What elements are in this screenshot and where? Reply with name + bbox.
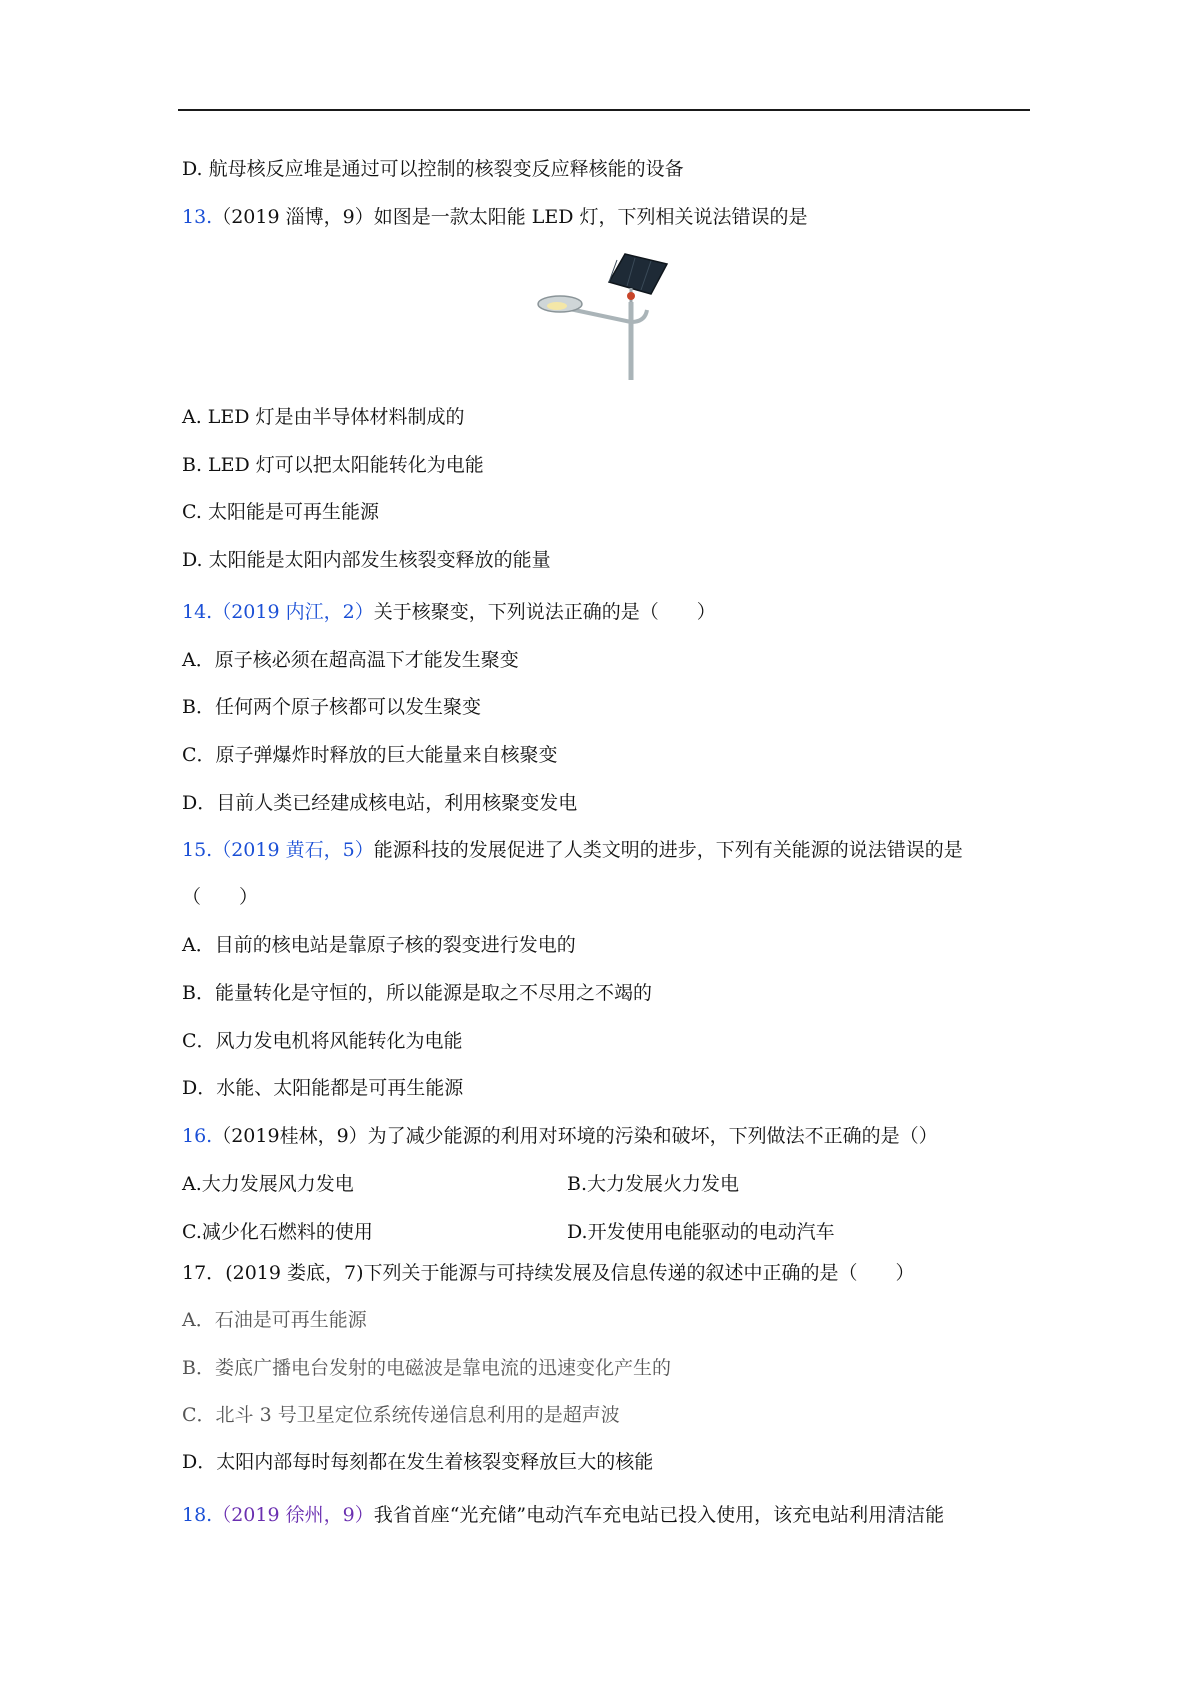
q14-option-d: D．目前人类已经建成核电站，利用核聚变发电 bbox=[182, 792, 578, 814]
q18-source: （2019 徐州，9） bbox=[212, 1504, 374, 1526]
q14-stem: 关于核聚变，下列说法正确的是（ ） bbox=[373, 601, 716, 623]
q14-option-a: A．原子核必须在超高温下才能发生聚变 bbox=[182, 649, 519, 671]
q14-stem-line bbox=[182, 600, 716, 624]
q17-option-c: C．北斗 3 号卫星定位系统传递信息利用的是超声波 bbox=[182, 1404, 620, 1426]
q15-option-b: B．能量转化是守恒的，所以能源是取之不尽用之不竭的 bbox=[182, 982, 652, 1004]
solar-led-street-lamp-icon bbox=[535, 252, 670, 384]
q13-option-a: A. LED 灯是由半导体材料制成的 bbox=[182, 406, 465, 428]
q16-stem: 为了减少能源的利用对环境的污染和破坏，下列做法不正确的是（） bbox=[367, 1125, 938, 1147]
q15-option-d: D．水能、太阳能都是可再生能源 bbox=[182, 1077, 464, 1099]
q15-number: 15. bbox=[182, 839, 213, 861]
q14-number: 14. bbox=[182, 601, 213, 623]
q18-number: 18. bbox=[182, 1504, 213, 1526]
q16-option-b: B.大力发展火力发电 bbox=[567, 1173, 740, 1195]
q16-option-c: C.减少化石燃料的使用 bbox=[182, 1221, 373, 1243]
q14-option-c: C．原子弹爆炸时释放的巨大能量来自核聚变 bbox=[182, 744, 558, 766]
header-rule bbox=[178, 109, 1030, 111]
q17-option-a: A．石油是可再生能源 bbox=[182, 1309, 367, 1331]
q17-option-b: B．娄底广播电台发射的电磁波是靠电流的迅速变化产生的 bbox=[182, 1357, 671, 1379]
q15-stem-line bbox=[182, 838, 963, 862]
q13-stem: 如图是一款太阳能 LED 灯，下列相关说法错误的是 bbox=[373, 206, 808, 228]
q13-option-b: B. LED 灯可以把太阳能转化为电能 bbox=[182, 454, 484, 476]
q16-option-a: A.大力发展风力发电 bbox=[182, 1173, 354, 1195]
q15-source: （2019 黄石，5） bbox=[212, 839, 374, 861]
q12-option-d: D. 航母核反应堆是通过可以控制的核裂变反应释核能的设备 bbox=[182, 158, 684, 180]
q17-option-d: D．太阳内部每时每刻都在发生着核裂变释放巨大的核能 bbox=[182, 1451, 654, 1473]
q13-number: 13. bbox=[182, 206, 213, 228]
q17-stem-line bbox=[182, 1261, 915, 1285]
q13-source: （2019 淄博，9） bbox=[212, 206, 374, 228]
q16-options-row-1 bbox=[182, 1172, 354, 1196]
q16-source: （2019桂林，9） bbox=[212, 1125, 368, 1147]
q17-number: 17． bbox=[182, 1262, 226, 1284]
q14-source: （2019 内江，2） bbox=[212, 601, 374, 623]
q16-options-row-2 bbox=[182, 1220, 373, 1244]
q18-stem-line bbox=[182, 1503, 944, 1527]
q17-stem: (2019 娄底，7)下列关于能源与可持续发展及信息传递的叙述中正确的是（ ） bbox=[225, 1262, 915, 1284]
q16-number: 16. bbox=[182, 1125, 213, 1147]
q13-option-d: D. 太阳能是太阳内部发生核裂变释放的能量 bbox=[182, 549, 551, 571]
q13-stem-line bbox=[182, 205, 808, 229]
q18-stem: 我省首座“光充储”电动汽车充电站已投入使用，该充电站利用清洁能 bbox=[373, 1504, 945, 1526]
q16-stem-line bbox=[182, 1124, 938, 1148]
q15-stem-continuation: （ ） bbox=[182, 886, 259, 908]
q15-stem: 能源科技的发展促进了人类文明的进步，下列有关能源的说法错误的是 bbox=[373, 839, 963, 861]
q16-option-d: D.开发使用电能驱动的电动汽车 bbox=[567, 1221, 835, 1243]
q13-option-c: C. 太阳能是可再生能源 bbox=[182, 501, 379, 523]
q15-option-c: C．风力发电机将风能转化为电能 bbox=[182, 1030, 463, 1052]
q14-option-b: B．任何两个原子核都可以发生聚变 bbox=[182, 696, 481, 718]
q15-option-a: A．目前的核电站是靠原子核的裂变进行发电的 bbox=[182, 934, 576, 956]
